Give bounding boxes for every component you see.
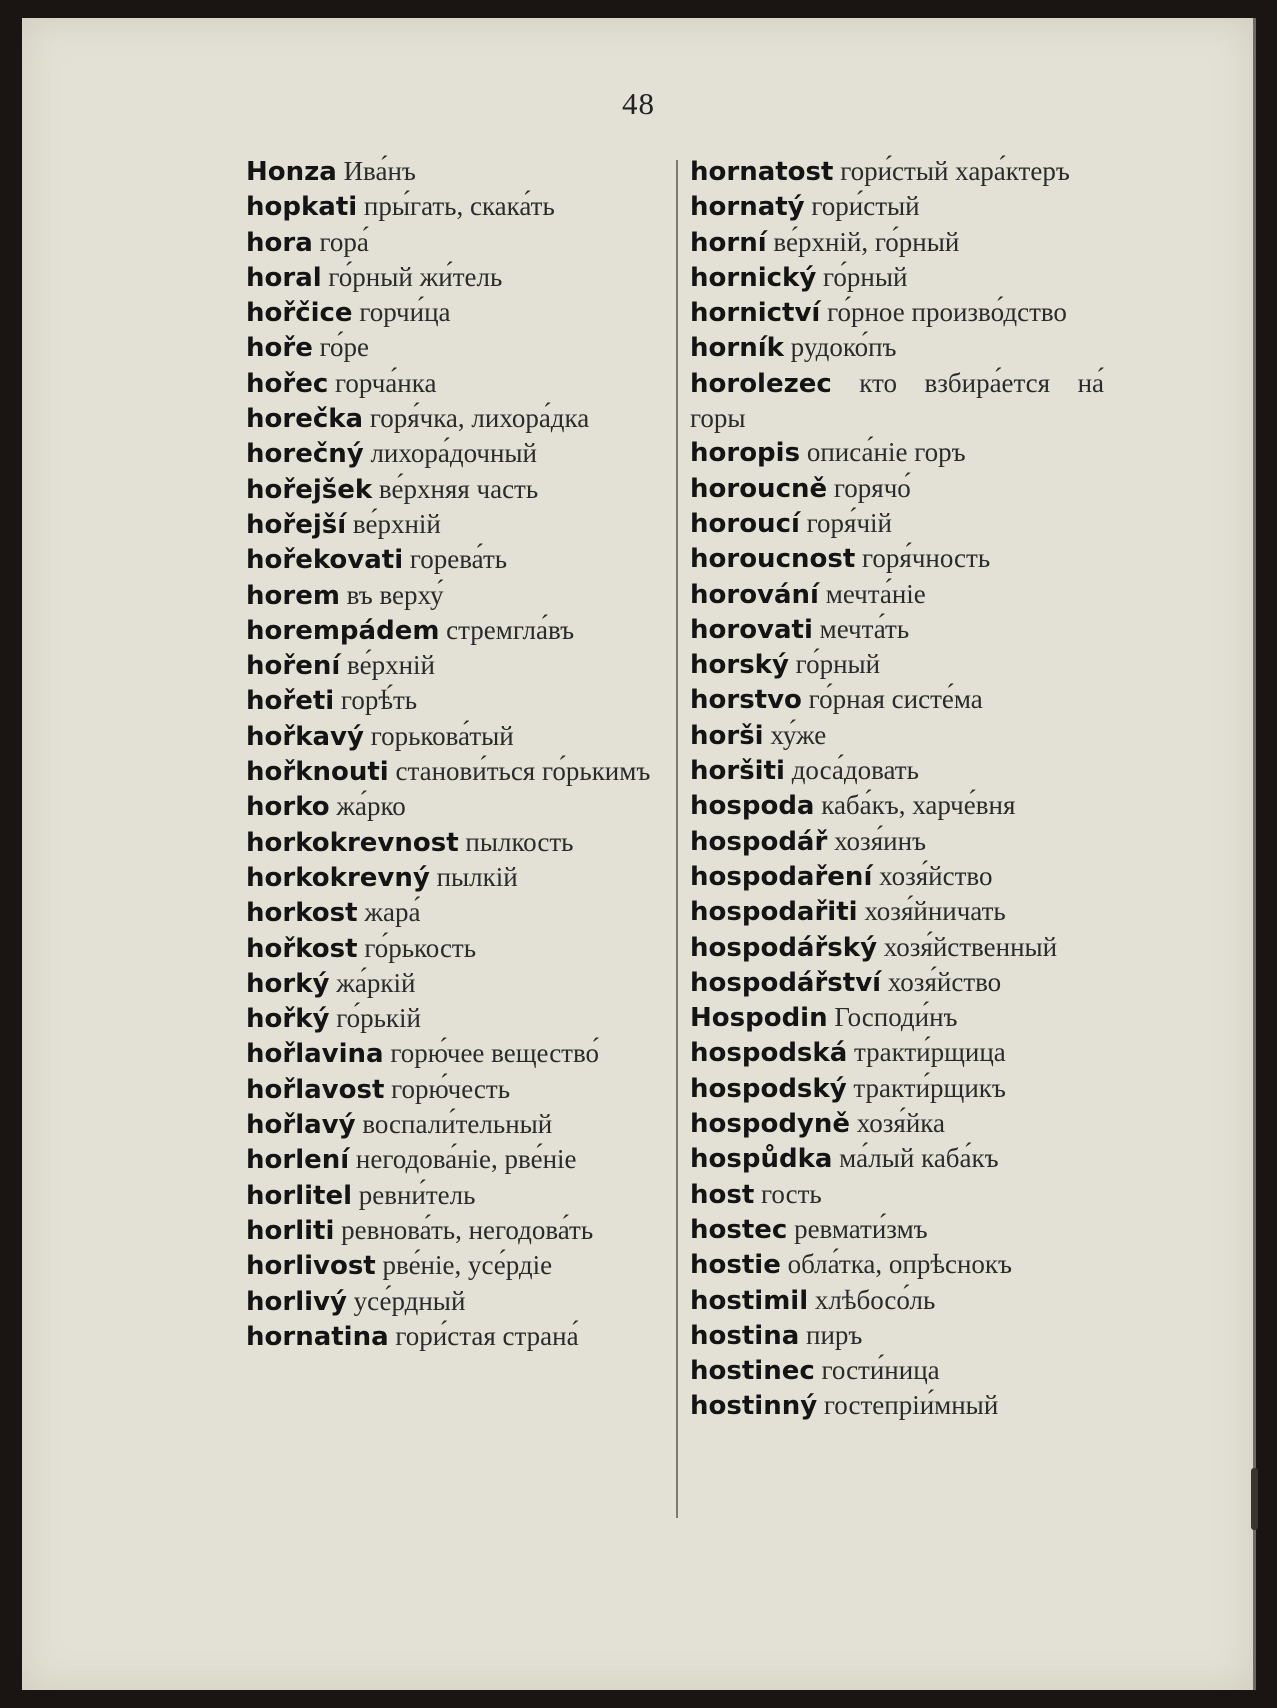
dictionary-entry	[690, 1177, 1104, 1212]
dictionary-entry	[246, 860, 661, 895]
dictionary-entry	[246, 789, 661, 824]
entry-translation: гостепріи́мный	[823, 1390, 999, 1421]
entry-translation: хлѣбосо́ль	[814, 1284, 936, 1315]
entry-translation: пылкій	[436, 861, 518, 892]
entry-headword: hořkost	[246, 933, 358, 964]
dictionary-entry	[246, 154, 661, 189]
entry-translation: гора́	[319, 226, 369, 257]
entry-headword: host	[690, 1179, 755, 1210]
dictionary-entry	[690, 1071, 1104, 1106]
entry-headword: horkost	[246, 898, 358, 929]
entry-headword: Hospodin	[690, 1003, 828, 1034]
entry-translation: лихора́дочный	[370, 438, 537, 469]
dictionary-entry	[246, 719, 661, 754]
entry-translation: жа́ркій	[336, 967, 416, 998]
entry-headword: hořknouti	[246, 757, 389, 788]
entry-translation: хозя́йственный	[883, 931, 1058, 962]
dictionary-entry	[246, 1284, 661, 1319]
entry-headword: hostec	[690, 1214, 788, 1245]
entry-headword: horopis	[690, 438, 801, 469]
dictionary-entry	[690, 1141, 1104, 1176]
dictionary-entry	[246, 1142, 661, 1177]
entry-headword: horši	[690, 720, 764, 751]
dictionary-entry	[246, 1248, 661, 1283]
entry-headword: hornatý	[690, 192, 805, 223]
entry-translation: пры́гать, скака́ть	[363, 191, 555, 222]
entry-headword: horník	[690, 333, 784, 364]
entry-headword: hospodář	[690, 826, 828, 857]
entry-headword: horečný	[246, 439, 364, 470]
entry-translation: ревнова́ть, негодова́ть	[341, 1214, 594, 1245]
dictionary-entry	[690, 1035, 1104, 1070]
dictionary-entry	[246, 825, 661, 860]
dictionary-entry	[246, 1107, 661, 1142]
dictionary-entry	[246, 260, 661, 295]
dictionary-entry	[246, 225, 661, 260]
entry-translation: горя́чка, лихора́дка	[369, 403, 590, 434]
entry-translation: хозя́йка	[856, 1108, 945, 1139]
dictionary-entry	[246, 401, 661, 436]
entry-headword: horký	[246, 968, 330, 999]
dictionary-entry	[690, 577, 1104, 612]
entry-headword: hospoda	[690, 791, 815, 822]
entry-headword: hospodářství	[690, 967, 882, 998]
entry-translation: горчи́ца	[359, 297, 451, 328]
entry-translation: обла́тка, опрѣснокъ	[787, 1249, 1013, 1280]
entry-translation: горѣ́ть	[340, 685, 418, 716]
entry-translation: горя́чность	[862, 543, 991, 574]
entry-translation: хозя́йство	[879, 860, 993, 891]
entry-translation: ма́лый каба́къ	[839, 1143, 999, 1174]
dictionary-entry	[246, 578, 661, 613]
dictionary-entry	[690, 1000, 1104, 1035]
dictionary-entry	[690, 1283, 1104, 1318]
dictionary-entry	[246, 1036, 661, 1071]
dictionary-entry	[690, 718, 1104, 753]
dictionary-entry	[246, 472, 661, 507]
entry-translation: негодова́ніе, рве́ніе	[355, 1144, 577, 1175]
page-number: 48	[622, 86, 655, 121]
dictionary-entry	[690, 225, 1104, 260]
entry-headword: hora	[246, 227, 313, 258]
entry-translation: рве́ніе, усе́рдіе	[382, 1250, 553, 1281]
entry-headword: hostinný	[690, 1391, 818, 1422]
dictionary-entry	[246, 1213, 661, 1248]
entry-translation: каба́къ, харче́вня	[821, 790, 1016, 821]
entry-translation: горькова́тый	[370, 720, 514, 751]
dictionary-entry	[690, 788, 1104, 823]
entry-headword: hospůdka	[690, 1144, 833, 1175]
entry-translation: го́ре	[319, 332, 369, 363]
dictionary-entry	[246, 1001, 661, 1036]
entry-translation: го́рькій	[336, 1003, 421, 1034]
entry-headword: horlivý	[246, 1286, 347, 1317]
entry-headword: horal	[246, 262, 322, 293]
entry-translation: тракти́рщикъ	[853, 1072, 1006, 1103]
dictionary-entry	[690, 753, 1104, 788]
entry-headword: hořkavý	[246, 721, 364, 752]
entry-translation: ве́рхній	[347, 650, 435, 681]
entry-headword: hospodářský	[690, 932, 878, 963]
dictionary-entry	[690, 894, 1104, 929]
entry-headword: hořlavina	[246, 1039, 384, 1070]
entry-headword: hostimil	[690, 1285, 809, 1316]
entry-translation: хозя́инъ	[834, 825, 926, 856]
dictionary-entry	[690, 541, 1104, 576]
entry-headword: hoře	[246, 333, 313, 364]
dictionary-entry	[690, 1318, 1104, 1353]
dictionary-entry	[690, 1388, 1104, 1423]
entry-translation: горю́честь	[391, 1073, 511, 1104]
entry-headword: hořlavý	[246, 1110, 356, 1141]
entry-translation: хозя́йство	[887, 966, 1002, 997]
dictionary-entry	[690, 330, 1104, 365]
entry-headword: hořlavost	[246, 1074, 385, 1105]
entry-headword: Honza	[246, 157, 337, 187]
dictionary-entry	[690, 647, 1104, 682]
dictionary-entry	[246, 1319, 661, 1354]
entry-headword: horoucí	[690, 508, 800, 539]
entry-translation: горя́чій	[806, 507, 892, 538]
dictionary-entry	[690, 682, 1104, 717]
entry-translation: ревмати́змъ	[794, 1213, 928, 1244]
page-edge-mark	[1251, 1468, 1258, 1530]
entry-translation: стремгла́въ	[446, 614, 575, 645]
dictionary-entry	[246, 931, 661, 966]
entry-headword: horování	[690, 579, 819, 610]
dictionary-entry	[690, 506, 1104, 541]
dictionary-entry	[690, 260, 1104, 295]
entry-translation: пиръ	[806, 1319, 863, 1350]
entry-headword: hořeti	[246, 686, 335, 717]
entry-headword: hostina	[690, 1320, 800, 1351]
entry-translation: Господи́нъ	[834, 1002, 958, 1033]
entry-headword: hoření	[246, 651, 341, 682]
entry-headword: horský	[690, 650, 789, 681]
entry-translation: тракти́рщица	[854, 1037, 1006, 1068]
dictionary-entry	[690, 930, 1104, 965]
entry-headword: horečka	[246, 404, 364, 435]
entry-headword: horlitel	[246, 1180, 352, 1211]
entry-translation: гори́стый	[811, 191, 920, 222]
entry-headword: hořec	[246, 368, 329, 399]
entry-translation: жара́	[364, 897, 421, 928]
dictionary-entry	[246, 754, 661, 789]
entry-translation: хозя́йничать	[864, 896, 1006, 927]
right-column	[690, 154, 1104, 1424]
entry-headword: hostinec	[690, 1356, 815, 1387]
dictionary-entry	[246, 507, 661, 542]
dictionary-entry	[690, 859, 1104, 894]
dictionary-entry	[690, 295, 1104, 330]
dictionary-entry	[246, 330, 661, 365]
entry-headword: hořejší	[246, 509, 347, 540]
dictionary-entry	[246, 1072, 661, 1107]
dictionary-entry	[246, 542, 661, 577]
entry-headword: hořký	[246, 1004, 330, 1035]
entry-headword: hornický	[690, 262, 817, 293]
dictionary-entry	[246, 366, 661, 401]
entry-translation: го́рный жи́тель	[328, 261, 503, 292]
entry-translation: мечта́ть	[819, 613, 910, 644]
dictionary-entry	[246, 613, 661, 648]
entry-translation: станови́ться го́рькимъ	[395, 756, 651, 787]
entry-headword: horkokrevný	[246, 862, 430, 893]
dictionary-entry	[246, 895, 661, 930]
entry-headword: horempádem	[246, 615, 440, 646]
entry-translation: горячо́	[833, 472, 911, 503]
entry-translation: жа́рко	[336, 791, 406, 822]
dictionary-entry	[690, 1106, 1104, 1141]
entry-translation: усе́рдный	[353, 1285, 466, 1316]
entry-headword: hořčice	[246, 298, 353, 329]
entry-translation: ху́же	[770, 719, 827, 750]
left-column	[246, 154, 661, 1354]
entry-translation: горева́ть	[409, 544, 508, 575]
entry-translation: го́рькость	[364, 932, 477, 963]
entry-headword: hospodyně	[690, 1109, 851, 1140]
dictionary-entry	[690, 366, 1104, 436]
entry-translation: го́рная систе́ма	[808, 684, 983, 715]
dictionary-entry	[690, 824, 1104, 859]
dictionary-entry	[246, 189, 661, 224]
entry-headword: horlení	[246, 1145, 350, 1176]
entry-translation: го́рное произво́дство	[827, 297, 1067, 328]
dictionary-entry	[690, 154, 1104, 189]
entry-translation: гости́ница	[821, 1355, 940, 1386]
dictionary-entry	[690, 189, 1104, 224]
entry-headword: hornatost	[690, 157, 834, 187]
entry-translation: гори́стый хара́ктеръ	[840, 156, 1070, 186]
entry-headword: hostie	[690, 1250, 781, 1281]
entry-headword: horkokrevnost	[246, 827, 459, 858]
dictionary-entry	[246, 1178, 661, 1213]
entry-headword: horko	[246, 792, 330, 823]
entry-headword: horlivost	[246, 1251, 376, 1282]
entry-headword: horoucně	[690, 473, 828, 504]
entry-translation: мечта́ніе	[825, 578, 926, 609]
entry-headword: horšiti	[690, 756, 785, 787]
entry-headword: hořekovati	[246, 545, 404, 576]
entry-translation: го́рный	[823, 261, 908, 292]
entry-translation: го́рный	[795, 649, 881, 680]
dictionary-entry	[690, 435, 1104, 470]
dictionary-entry	[690, 965, 1104, 1000]
entry-headword: horliti	[246, 1215, 335, 1246]
dictionary-entry	[246, 648, 661, 683]
entry-headword: hospodařiti	[690, 897, 858, 928]
entry-translation: гость	[761, 1178, 822, 1209]
entry-translation: Ива́нъ	[343, 156, 416, 186]
entry-translation: воспали́тельный	[362, 1109, 553, 1140]
entry-translation: въ верху́	[346, 579, 444, 610]
entry-translation: кто взбира́ется на́ горы	[690, 367, 1104, 434]
entry-headword: hornictví	[690, 298, 821, 329]
entry-headword: hořejšek	[246, 474, 373, 505]
dictionary-entry	[690, 471, 1104, 506]
entry-translation: описа́ніе горъ	[806, 437, 966, 468]
entry-translation: гори́стая страна́	[395, 1320, 579, 1351]
entry-headword: horolezec	[690, 368, 832, 399]
dictionary-entry	[690, 1247, 1104, 1282]
column-divider	[676, 160, 678, 1518]
entry-headword: horstvo	[690, 685, 802, 716]
entry-translation: ве́рхній, го́рный	[773, 226, 960, 257]
dictionary-entry	[246, 436, 661, 471]
entry-headword: hospodská	[690, 1038, 848, 1069]
entry-headword: horovati	[690, 614, 813, 645]
entry-headword: hospodský	[690, 1073, 847, 1104]
entry-headword: horem	[246, 580, 340, 611]
entry-translation: ве́рхняя часть	[378, 473, 539, 504]
entry-translation: ве́рхній	[352, 508, 441, 539]
dictionary-entry	[690, 612, 1104, 647]
entry-translation: горча́нка	[335, 367, 437, 398]
entry-translation: рудоко́пъ	[790, 332, 897, 363]
entry-headword: hopkati	[246, 192, 358, 223]
entry-translation: ревни́тель	[358, 1179, 476, 1210]
entry-headword: hospodaření	[690, 861, 873, 892]
entry-headword: horoucnost	[690, 544, 856, 575]
entry-translation: пылкость	[465, 826, 574, 857]
dictionary-entry	[246, 683, 661, 718]
entry-translation: доса́довать	[791, 755, 919, 786]
entry-headword: hornatina	[246, 1321, 389, 1352]
entry-headword: horní	[690, 227, 767, 258]
dictionary-entry	[690, 1353, 1104, 1388]
dictionary-entry	[246, 295, 661, 330]
dictionary-entry	[690, 1212, 1104, 1247]
entry-translation: горю́чее вещество́	[390, 1038, 600, 1069]
dictionary-entry	[246, 966, 661, 1001]
